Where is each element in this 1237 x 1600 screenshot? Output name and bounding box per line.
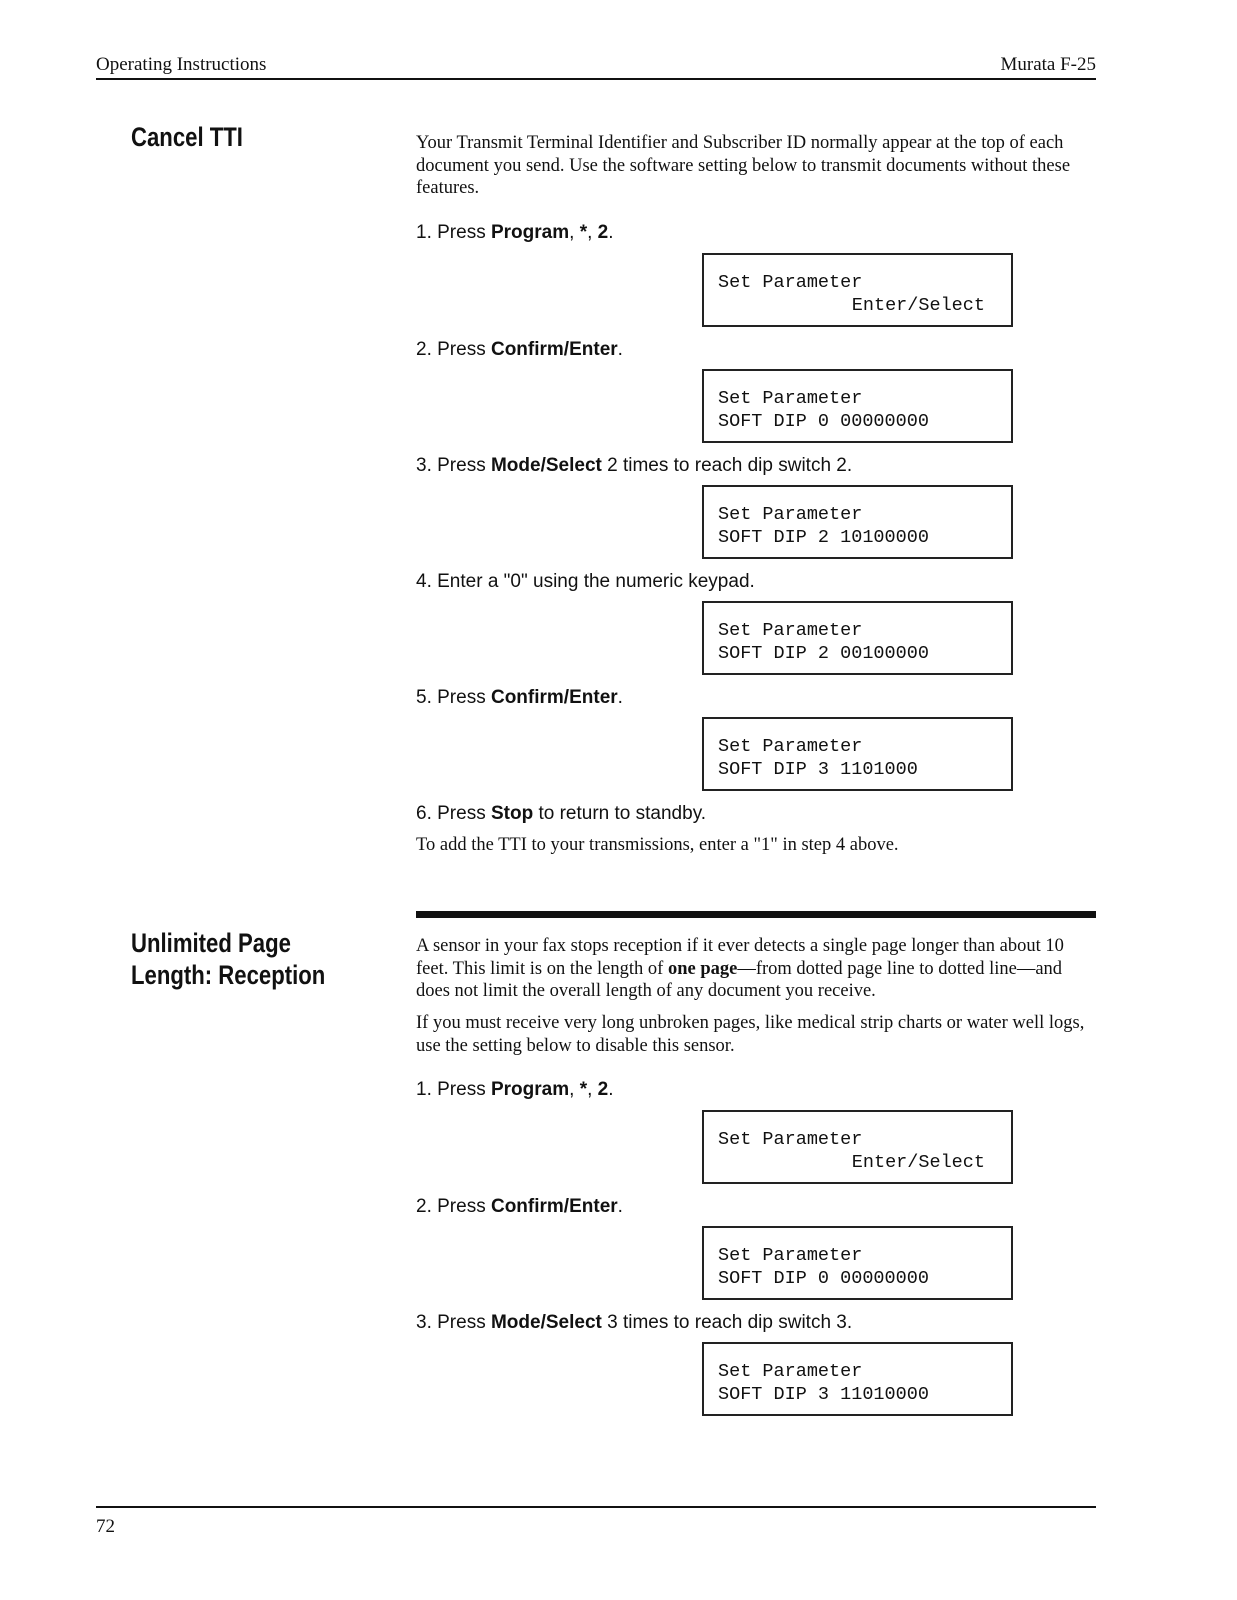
unlimited-para-1: A sensor in your fax stops reception if it ever detects a single page longer than about 10 feet. This limit is on the length of one page—from dotted page line to dotted line—and does not limit the overall length of any document you receive.: [416, 936, 1064, 1001]
page-number: 72: [96, 1516, 115, 1537]
unlimited-step-1: 1. Press Program, *, 2.: [416, 1079, 614, 1100]
footer-rule: [96, 1506, 1096, 1508]
cancel-tti-step-4: 4. Enter a "0" using the numeric keypad.: [416, 571, 755, 592]
cancel-tti-step-6: 6. Press Stop to return to standby.: [416, 803, 707, 824]
running-header-left: Operating Instructions: [96, 54, 267, 75]
section-title-cancel-tti: Cancel TTI: [131, 122, 243, 152]
lcd-display: Set Parameter SOFT DIP 0 00000000: [702, 369, 1013, 443]
lcd-display: Set Parameter SOFT DIP 3 1101000: [702, 717, 1013, 791]
cancel-tti-step-1: 1. Press Program, *, 2.: [416, 222, 614, 243]
cancel-tti-intro: Your Transmit Terminal Identifier and Subscriber ID normally appear at the top of each document you send. Use the software setting below to transmit documents without these features.: [416, 133, 1071, 198]
section-divider: [416, 911, 1096, 918]
lcd-display: Set Parameter SOFT DIP 0 00000000: [702, 1226, 1013, 1300]
cancel-tti-note: To add the TTI to your transmissions, enter a "1" in step 4 above.: [416, 835, 899, 855]
unlimited-step-2: 2. Press Confirm/Enter.: [416, 1196, 623, 1217]
lcd-display: Set Parameter SOFT DIP 2 10100000: [702, 485, 1013, 559]
section-title-unlimited-page-length: Unlimited Page Length: Reception: [131, 928, 326, 990]
cancel-tti-step-2: 2. Press Confirm/Enter.: [416, 339, 623, 360]
cancel-tti-step-3: 3. Press Mode/Select 2 times to reach dip switch 2.: [416, 455, 853, 476]
unlimited-step-3: 3. Press Mode/Select 3 times to reach dip switch 3.: [416, 1312, 853, 1333]
lcd-display: Set Parameter SOFT DIP 2 00100000: [702, 601, 1013, 675]
unlimited-para-2: If you must receive very long unbroken pages, like medical strip charts or water well logs, use the setting below to disable this sensor.: [416, 1013, 1085, 1056]
lcd-display: Set Parameter Enter/Select: [702, 1110, 1013, 1184]
lcd-display: Set Parameter SOFT DIP 3 11010000: [702, 1342, 1013, 1416]
lcd-display: Set Parameter Enter/Select: [702, 253, 1013, 327]
running-header-right: Murata F-25: [1000, 54, 1096, 75]
header-rule: [96, 78, 1096, 80]
cancel-tti-step-5: 5. Press Confirm/Enter.: [416, 687, 623, 708]
